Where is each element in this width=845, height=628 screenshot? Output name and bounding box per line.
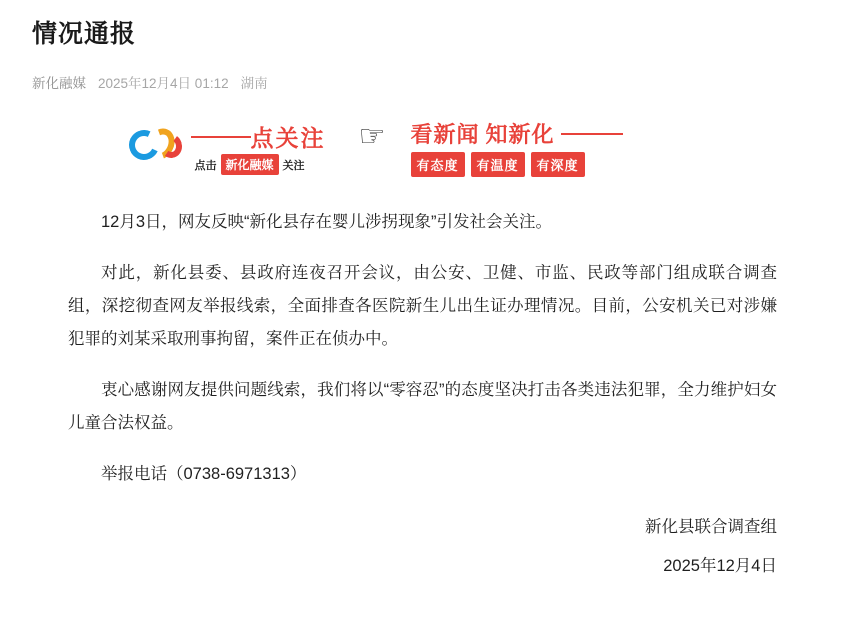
banner-tag: 有态度 (411, 152, 465, 177)
article-page (0, 14, 845, 628)
page-title: 情况通报 (32, 20, 137, 48)
banner-tag: 有深度 (531, 152, 585, 177)
attention-sub-suffix: 关注 (282, 159, 305, 172)
headline-left: 看新闻 (410, 122, 480, 147)
banner-left-group (129, 118, 399, 180)
body-paragraph: 12月3日，网友反映“新化县存在婴儿涉拐现象”引发社会关注。 (101, 213, 553, 231)
banner-tags (411, 152, 585, 177)
body-paragraph: 衷心感谢网友提供问题线索，我们将以“零容忍”的态度坚决打击各类违法犯罪，全力维护妇女儿童合法权益。 (68, 381, 777, 432)
attention-text: 点关注 (250, 125, 326, 151)
meta-location: 湖南 (240, 76, 268, 91)
attention-sub-highlight: 新化融媒 (221, 154, 279, 175)
attention-sub-prefix: 点击 (194, 159, 217, 172)
divider-line-right (561, 133, 623, 135)
attention-subline (195, 154, 305, 175)
meta-source: 新化融媒 (32, 76, 86, 91)
banner-tag: 有温度 (471, 152, 525, 177)
banner-right-group (411, 118, 717, 180)
article-meta (32, 72, 845, 92)
body-paragraph: 对此，新化县委、县政府连夜召开会议，由公安、卫健、市监、民政等部门组成联合调查组，深挖彻查网友举报线索，全面排查各医院新生儿出生证办理情况。目前，公安机关已对涉嫌犯罪的刘某采取刑事拘留，案件正在侦办中。 (68, 264, 777, 348)
headline-right: 知新化 (485, 122, 555, 147)
article-body (68, 206, 777, 491)
xinhua-rongmei-logo-icon (129, 128, 189, 162)
report-hotline: 举报电话（0738-6971313） (101, 465, 307, 483)
pointing-hand-icon: ☞ (358, 120, 386, 153)
banner-headline (411, 118, 623, 149)
follow-banner[interactable] (129, 118, 717, 180)
divider-line-left (191, 136, 251, 138)
meta-datetime: 2025年12月4日 01:12 (98, 76, 229, 91)
signature-date: 2025年12月4日 (663, 557, 777, 575)
signature: 新化县联合调查组 (645, 518, 777, 536)
